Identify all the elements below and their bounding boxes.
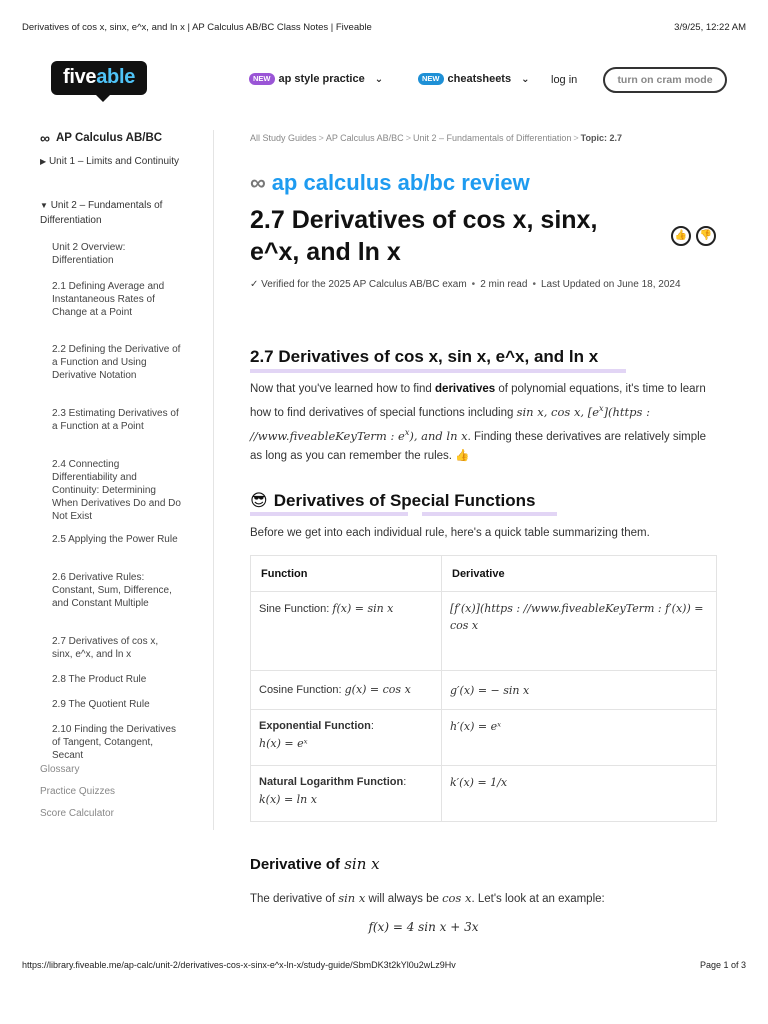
breadcrumb-current: Topic: 2.7: [580, 133, 622, 143]
breadcrumb-link[interactable]: AP Calculus AB/BC: [325, 133, 404, 143]
intro-paragraph: Now that you've learned how to find derivatives of polynomial equations, it's time to learn how to find derivatives of special functions including sin x, cos x, $[e^x](https$ : //www.fiveableKeyTerm : $e^x$), and ln x. Finding these derivatives are relatively simple as long as you can remember the rules. 👍: [250, 383, 707, 462]
review-label[interactable]: [250, 170, 530, 196]
function-math: f(x) = sin x: [332, 602, 394, 615]
function-cell: [251, 671, 442, 710]
separator-dot: •: [532, 279, 536, 290]
article-meta: [250, 279, 681, 290]
verified-text: Verified for the 2025 AP Calculus AB/BC exam: [261, 279, 467, 290]
section-heading: [250, 855, 380, 873]
sidebar-lesson-current[interactable]: 2.7 Derivatives of cos x, sinx, e^x, and ln x: [52, 636, 159, 660]
breadcrumb-link[interactable]: All Study Guides: [250, 133, 317, 143]
score-calculator-link[interactable]: Score Calculator: [40, 808, 114, 819]
new-badge: NEW: [418, 73, 444, 85]
chevron-down-icon: ⌄: [521, 73, 530, 85]
table-row: [251, 592, 717, 671]
function-math: k(x) = ln x: [259, 793, 317, 806]
text: of polynomial equations, it's time to learn how to find derivatives of special functions including: [250, 383, 706, 419]
logo-tail: [96, 95, 110, 102]
sidebar-lesson[interactable]: 2.10 Finding the Derivatives of Tangent, Cotangent, Secant: [52, 724, 176, 761]
heading-text: Derivative of: [250, 856, 345, 873]
unit-label: Unit 1 – Limits and Continuity: [48, 156, 180, 167]
text: . Finding these derivatives are relatively simple as long as you can remember the rules. 👍: [250, 430, 707, 462]
print-date: 3/9/25, 12:22 AM: [674, 22, 746, 33]
math-inline: sin x, cos x, [e: [516, 404, 600, 419]
caret-right-icon: ▶: [40, 157, 47, 166]
heading-underline: [250, 512, 408, 516]
heading-math: sin x: [344, 855, 380, 873]
sidebar-lesson[interactable]: 2.4 Connecting Differentiability and Continuity: Determining When Derivatives Do and Do Not Exist: [52, 459, 181, 522]
course-label: AP Calculus AB/BC: [55, 132, 163, 144]
separator-dot: •: [471, 279, 476, 290]
sidebar-course-title[interactable]: [40, 130, 210, 146]
math-inline: cos x: [442, 891, 472, 905]
derivatives-table: [250, 555, 717, 822]
cram-mode-button[interactable]: turn on cram mode: [603, 67, 727, 93]
sidebar-lesson[interactable]: 2.5 Applying the Power Rule: [52, 534, 178, 545]
table-row: [251, 671, 717, 710]
derivatives-term-link[interactable]: derivatives: [435, 383, 496, 395]
math-inline: ](https : //www.fiveableKeyTerm : e: [250, 404, 650, 443]
text: . Let's look at an example:: [471, 893, 605, 905]
print-header: [22, 22, 746, 36]
text: Now that you've learned how to find: [250, 383, 436, 395]
function-label: Natural Logarithm Function: [259, 776, 404, 788]
sidebar-divider: [213, 130, 214, 830]
nav-label: ap style practice: [278, 73, 365, 85]
print-url: https://library.fiveable.me/ap-calc/unit-2/derivatives-cos-x-sinx-e^x-ln-x/study-guide/SbmDK3t2kYl0u2wLz9Hv: [22, 960, 456, 970]
unit-label: Unit 2 – Fundamentals of Differentiation: [40, 200, 163, 226]
function-label: Exponential Function: [259, 720, 371, 732]
last-updated: Last Updated on June 18, 2024: [540, 279, 681, 290]
sidebar-lesson[interactable]: 2.8 The Product Rule: [52, 674, 147, 685]
review-label-text: ap calculus ab/bc review: [271, 170, 530, 195]
breadcrumb: [250, 133, 622, 143]
derivative-cell: h′(x) = eˣ: [442, 710, 717, 766]
example-equation: f(x) = 4 sin x + 3x: [368, 920, 479, 934]
fiveable-logo[interactable]: [51, 61, 147, 95]
table-row: [251, 766, 717, 822]
function-label: Cosine Function:: [259, 684, 345, 696]
read-time: 2 min read: [480, 279, 528, 290]
sidebar-lesson[interactable]: 2.1 Defining Average and Instantaneous Rates of Change at a Point: [52, 281, 165, 318]
logo-text-accent: able: [96, 66, 136, 88]
derivative-cell: k′(x) = 1/x: [442, 766, 717, 822]
sidebar-lesson[interactable]: 2.3 Estimating Derivatives of a Function at a Point: [52, 408, 179, 432]
derivative-cell: [f′(x)](https : //www.fiveableKeyTerm : f′(x)) = cos x: [442, 592, 717, 671]
chevron-right-icon: >: [318, 133, 324, 143]
section-heading: 2.7 Derivatives of cos x, sin x, e^x, and ln x: [250, 347, 599, 366]
glossary-link[interactable]: Glossary: [40, 764, 80, 775]
sidebar-lesson[interactable]: Unit 2 Overview: Differentiation: [52, 242, 126, 266]
sidebar-lesson[interactable]: 2.6 Derivative Rules: Constant, Sum, Difference, and Constant Multiple: [52, 572, 172, 609]
chevron-right-icon: >: [573, 133, 579, 143]
heading-underline: [250, 369, 626, 373]
math-inline: sin x: [338, 891, 366, 905]
function-math: h(x) = eˣ: [259, 737, 308, 750]
sidebar-unit-1[interactable]: [40, 154, 190, 169]
sine-paragraph: [250, 889, 720, 909]
section-heading: [250, 491, 535, 511]
new-badge: NEW: [249, 73, 275, 85]
thumbs-up-icon[interactable]: 👍: [671, 226, 691, 246]
practice-quizzes-link[interactable]: Practice Quizzes: [40, 786, 116, 797]
page-title: 2.7 Derivatives of cos x, sinx, e^x, and ln x: [250, 206, 598, 266]
column-header: Derivative: [442, 556, 717, 592]
sidebar-lesson[interactable]: 2.2 Defining the Derivative of a Function and Using Derivative Notation: [52, 344, 181, 381]
thumbs-down-icon[interactable]: 👎: [696, 226, 716, 246]
sunglasses-emoji-icon: 😎: [250, 491, 268, 510]
print-page-title: Derivatives of cos x, sinx, e^x, and ln x | AP Calculus AB/BC Class Notes | Fiveable: [22, 22, 372, 33]
function-math: g(x) = cos x: [344, 683, 411, 696]
breadcrumb-link[interactable]: Unit 2 – Fundamentals of Differentiation: [412, 133, 572, 143]
derivative-cell: g′(x) = − sin x: [442, 671, 717, 710]
sidebar-lesson[interactable]: 2.9 The Quotient Rule: [52, 699, 150, 710]
math-inline: ), and ln x: [409, 428, 468, 443]
heading-text: Derivatives of Special Functions: [273, 491, 536, 510]
infinity-icon: ∞: [250, 170, 266, 195]
column-header: Function: [251, 556, 442, 592]
nav-cheatsheets[interactable]: [418, 73, 529, 85]
function-label: Sine Function:: [259, 603, 333, 615]
nav-ap-style-practice[interactable]: [249, 73, 383, 85]
function-cell: Natural Logarithm Function: k(x) = ln x: [251, 766, 442, 822]
check-icon: ✓: [250, 279, 259, 290]
print-page-number: Page 1 of 3: [699, 960, 746, 970]
function-cell: [251, 592, 442, 671]
chevron-down-icon: ⌄: [374, 73, 384, 85]
text: will always be: [365, 893, 443, 905]
nav-label: cheatsheets: [447, 73, 512, 85]
function-cell: Exponential Function: h(x) = eˣ: [251, 710, 442, 766]
caret-down-icon: ▼: [40, 201, 48, 210]
logo-text-main: five: [62, 66, 97, 88]
infinity-icon: ∞: [40, 130, 50, 146]
sidebar-unit-2[interactable]: [40, 198, 190, 228]
table-row: [251, 710, 717, 766]
login-link[interactable]: log in: [551, 74, 578, 86]
heading-underline: [422, 512, 557, 516]
table-header-row: [251, 556, 717, 592]
chevron-right-icon: >: [405, 133, 411, 143]
sidebar-scroll[interactable]: [40, 130, 210, 761]
table-intro: Before we get into each individual rule, here's a quick table summarizing them.: [250, 527, 650, 539]
text: The derivative of: [250, 893, 339, 905]
